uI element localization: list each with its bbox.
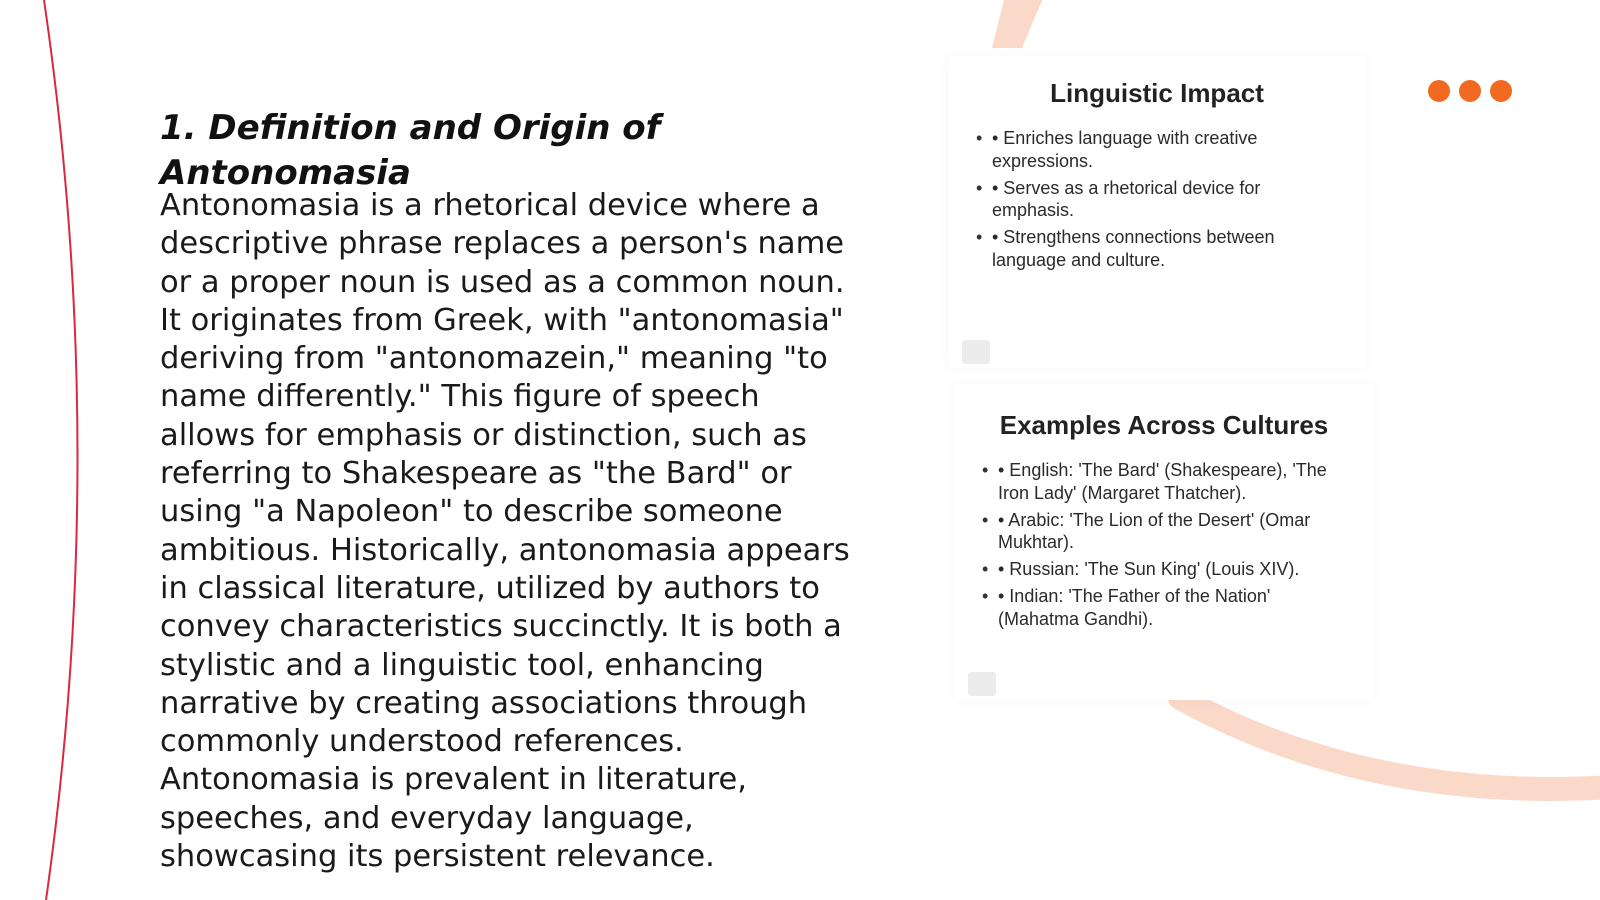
card-bullet-list — [954, 459, 1374, 630]
bottom-accent-arc — [1180, 698, 1600, 789]
top-accent-stroke — [992, 0, 1044, 48]
card-handle-icon — [968, 672, 996, 696]
list-item: • • Indian: 'The Father of the Nation' (Mahatma Gandhi). — [982, 585, 1344, 630]
card-title: Linguistic Impact — [1050, 78, 1264, 108]
decorative-dots — [1428, 80, 1512, 102]
card-bullet-list — [948, 127, 1366, 271]
list-item: • • Russian: 'The Sun King' (Louis XIV). — [982, 558, 1344, 581]
linguistic-impact-card — [948, 56, 1366, 368]
examples-across-cultures-card — [954, 384, 1374, 700]
left-curve — [44, 0, 78, 900]
list-item: • • Strengthens connections between language and culture. — [976, 226, 1336, 271]
slide-body-text: Antonomasia is a rhetorical device where a descriptive phrase replaces a person's name or a proper noun is used as a common noun. It originates from Greek, with "antonomasia" deriving from "antonomazein," meaning "to name differently." This figure of speech allows for emphasis or distinction, such as referring to Shakespeare as "the Bard" or using "a Napoleon" to describe someone ambitious. Historically, antonomasia appears in classical literature, utilized by authors to convey characteristics succinctly. It is both a stylistic and a linguistic tool, enhancing narrative by creating associations through commonly understood references. Antonomasia is prevalent in literature, speeches, and everyday language, showcasing its persistent relevance. — [160, 188, 850, 875]
list-item: • • English: 'The Bard' (Shakespeare), 'The Iron Lady' (Margaret Thatcher). — [982, 459, 1344, 504]
card-handle-icon — [962, 340, 990, 364]
list-item: • • Enriches language with creative expressions. — [976, 127, 1336, 172]
dot-icon — [1490, 80, 1512, 102]
card-title: Examples Across Cultures — [999, 410, 1329, 440]
list-item: • • Serves as a rhetorical device for emphasis. — [976, 177, 1336, 222]
dot-icon — [1459, 80, 1481, 102]
slide-title: 1. Definition and Origin of Antonomasia — [160, 108, 661, 193]
dot-icon — [1428, 80, 1450, 102]
list-item: • • Arabic: 'The Lion of the Desert' (Omar Mukhtar). — [982, 509, 1344, 554]
